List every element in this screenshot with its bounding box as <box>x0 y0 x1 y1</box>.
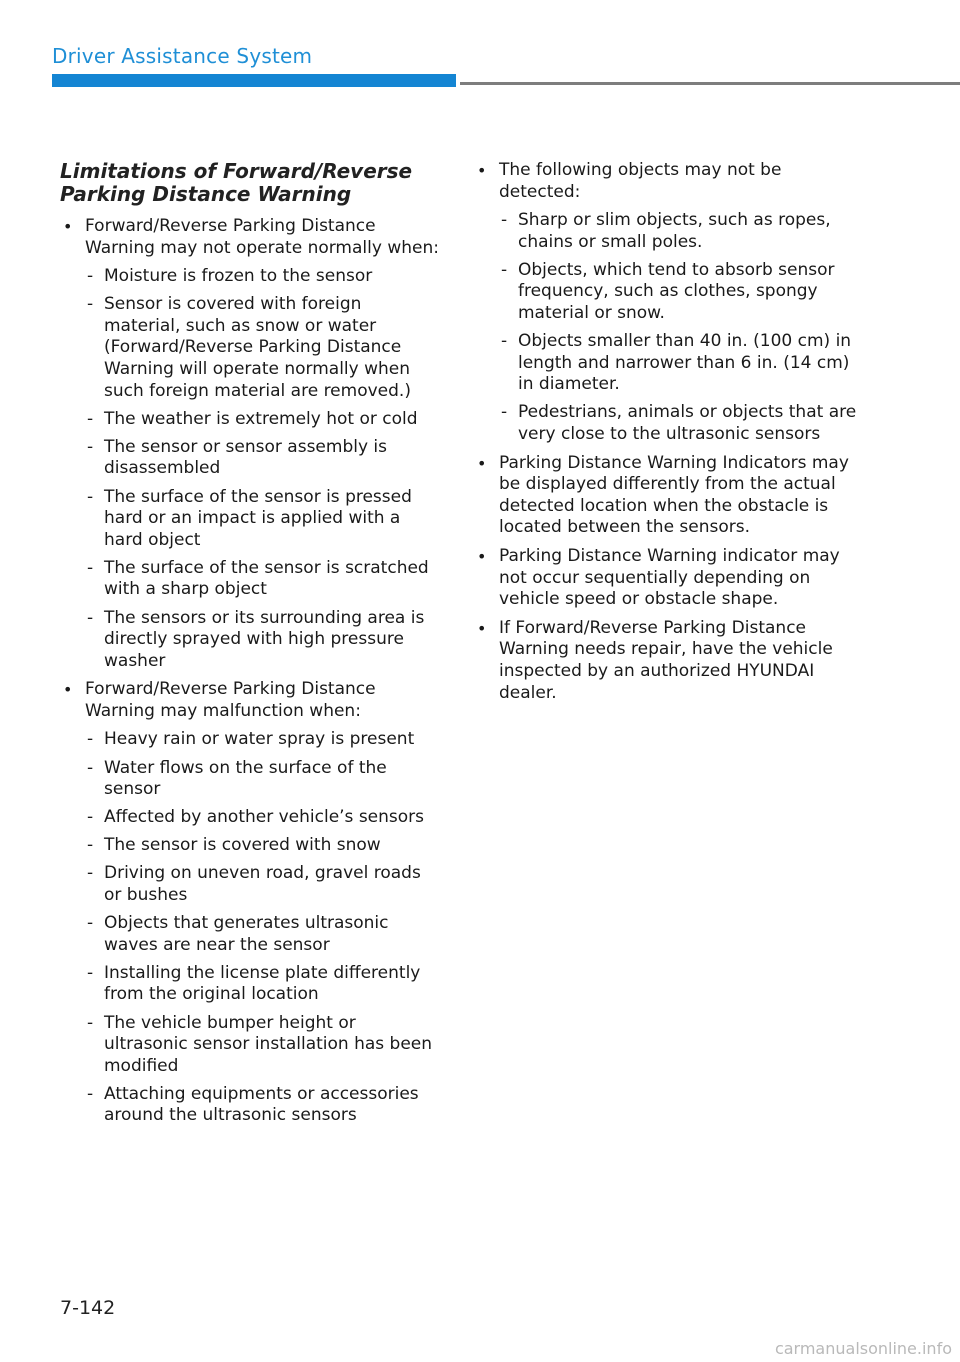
bullet-item <box>60 216 440 672</box>
bullet-item <box>60 679 440 1127</box>
dash-item: - Driving on uneven road, gravel roads or bushes <box>85 863 440 906</box>
dash-item: - Objects that generates ultrasonic waves are near the sensor <box>85 913 440 956</box>
dash-item: - The sensor or sensor assembly is disassembled <box>85 437 440 480</box>
left-bullet-list <box>60 216 440 1127</box>
dash-item: - The weather is extremely hot or cold <box>85 409 440 431</box>
dash-item: - Attaching equipments or accessories around the ultrasonic sensors <box>85 1084 440 1127</box>
dash-item: - The surface of the sensor is scratched with a sharp object <box>85 558 440 601</box>
header-accent-bar <box>52 74 456 87</box>
bullet-text: Forward/Reverse Parking Distance Warning may malfunction when: <box>85 679 376 721</box>
dash-item: - The sensor is covered with snow <box>85 835 440 857</box>
dash-item: - Objects smaller than 40 in. (100 cm) in length and narrower than 6 in. (14 cm) in diameter. <box>499 331 864 396</box>
dash-list <box>85 266 440 672</box>
dash-item: - The surface of the sensor is pressed hard or an impact is applied with a hard object <box>85 487 440 552</box>
dash-item: - Installing the license plate differently from the original location <box>85 963 440 1006</box>
dash-item: - Pedestrians, animals or objects that are very close to the ultrasonic sensors <box>499 402 864 445</box>
dash-item: - The vehicle bumper height or ultrasonic sensor installation has been modified <box>85 1013 440 1078</box>
dash-list <box>499 210 864 445</box>
bullet-item <box>474 453 864 539</box>
bullet-text: If Forward/Reverse Parking Distance Warning needs repair, have the vehicle inspected by an authorized HYUNDAI dealer. <box>499 617 833 703</box>
right-bullet-list <box>474 160 864 704</box>
limitations-heading: Limitations of Forward/Reverse Parking Distance Warning <box>60 159 413 206</box>
dash-item: - The sensors or its surrounding area is directly sprayed with high pressure washer <box>85 608 440 673</box>
right-column <box>474 160 864 711</box>
header-divider-line <box>460 82 960 85</box>
page-number: 7-142 <box>60 1297 116 1319</box>
bullet-item <box>474 618 864 704</box>
dash-item: - Affected by another vehicle’s sensors <box>85 807 440 829</box>
bullet-text: Parking Distance Warning Indicators may be displayed differently from the actual detected location when the obstacle is located between the sensors. <box>499 452 849 538</box>
dash-item: - Heavy rain or water spray is present <box>85 729 440 751</box>
bullet-text: The following objects may not be detected: <box>499 160 782 202</box>
section-title: Driver Assistance System <box>52 44 313 68</box>
left-column <box>60 160 440 1134</box>
dash-item: - Moisture is frozen to the sensor <box>85 266 440 288</box>
bullet-item <box>474 546 864 611</box>
bullet-item <box>474 160 864 446</box>
bullet-text: Parking Distance Warning indicator may not occur sequentially depending on vehicle speed or obstacle shape. <box>499 546 840 610</box>
dash-item: - Sensor is covered with foreign material, such as snow or water (Forward/Reverse Parking Distance Warning will operate normally when such foreign material are removed.) <box>85 294 440 402</box>
dash-item: - Water flows on the surface of the sensor <box>85 758 440 801</box>
dash-list <box>85 729 440 1127</box>
bullet-text: Forward/Reverse Parking Distance Warning may not operate normally when: <box>85 216 439 258</box>
dash-item: - Sharp or slim objects, such as ropes, chains or small poles. <box>499 210 864 253</box>
watermark: carmanualsonline.info <box>774 1339 952 1358</box>
dash-item: - Objects, which tend to absorb sensor frequency, such as clothes, spongy material or snow. <box>499 260 864 325</box>
